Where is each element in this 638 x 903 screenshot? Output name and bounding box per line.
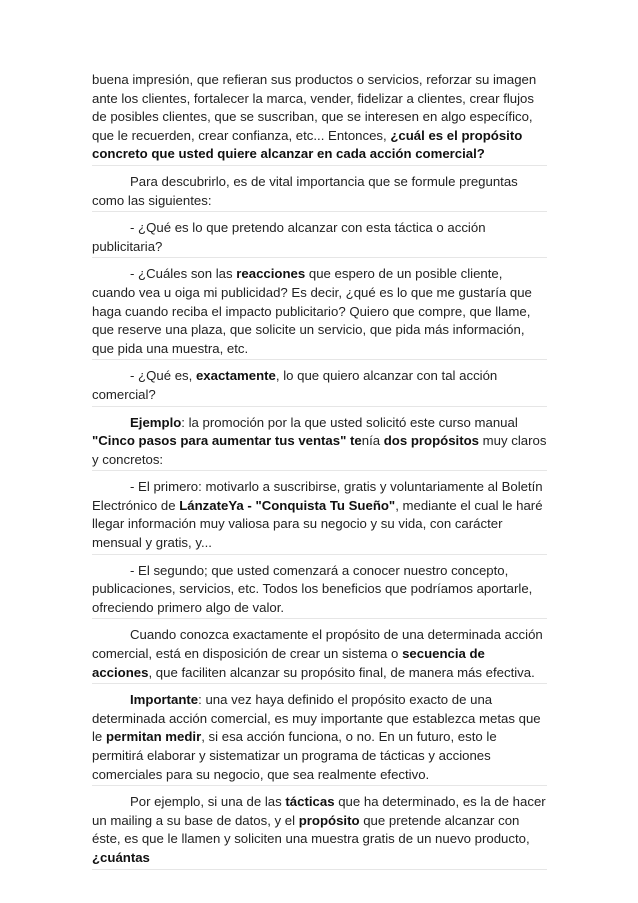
text-run: que espero de un posible cliente, cuando vea u oiga mi publicidad? Es decir, ¿qué es lo que me gustaría que haga cuando reciba el impacto publicitario? Quiero que compre, que llame, que reserve una plaza, que solicite un servicio, que pida más información, que pida una muestra, etc.: [92, 266, 532, 356]
text-run: - ¿Qué es lo que pretendo alcanzar con esta táctica o acción publicitaria?: [92, 220, 486, 254]
text-run: muy claros y concretos:: [92, 433, 547, 467]
text-run: - ¿Qué es,: [130, 368, 196, 384]
text-run: que ha determinado, es la de hacer un mailing a su base de datos, y el: [92, 794, 546, 828]
paragraph: [92, 265, 547, 360]
text-run: - El primero: motivarlo a suscribirse, gratis y voluntariamente al Boletín Electrónico de: [92, 479, 543, 513]
bold-text-run: secuencia de acciones: [92, 646, 485, 680]
bold-text-run: permitan medir: [105, 729, 202, 745]
bold-text-run: reacciones: [236, 266, 306, 282]
bold-text-run: exactamente: [195, 368, 276, 384]
text-run: que pretende alcanzar con éste, es que le llamen y soliciten una muestra gratis de un nuevo producto,: [92, 812, 530, 847]
bold-text-run: tácticas: [285, 794, 335, 810]
paragraph: [92, 367, 547, 406]
document-page: [92, 71, 547, 877]
text-run: , que faciliten alcanzar su propósito final, de manera más efectiva.: [148, 664, 535, 680]
paragraph: [92, 626, 547, 684]
paragraph: [92, 414, 547, 472]
text-run: , lo que quiero alcanzar con tal acción comercial?: [92, 368, 498, 402]
text-run: : una vez haya definido el propósito exacto de una determinada acción comercial, es muy importante que establezca metas que le: [92, 692, 541, 745]
text-run: - ¿Cuáles son las: [130, 266, 237, 282]
bold-text-run: propósito: [298, 812, 360, 828]
text-run: : la promoción por la que usted solicitó este curso manual: [181, 414, 518, 430]
bold-text-run: Importante: [130, 692, 199, 708]
paragraph: [92, 219, 547, 258]
bold-text-run: ¿cuál es el propósito concreto que usted quiere alcanzar en cada acción comercial?: [92, 127, 523, 162]
bold-text-run: Ejemplo: [130, 414, 182, 430]
paragraph: [92, 793, 547, 869]
text-run: buena impresión, que refieran sus productos o servicios, reforzar su imagen ante los clientes, fortalecer la marca, vender, fidelizar a clientes, crear flujos de posibles clientes, que se suscriban, que se interesen en algo específico, que le recuerden, crear confianza, etc... Entonces,: [92, 72, 537, 143]
bold-text-run: ¿cuántas: [92, 849, 150, 865]
bold-text-run: "Cinco pasos para aumentar tus ventas" te: [92, 433, 362, 449]
bold-text-run: dos propósitos: [383, 433, 479, 449]
text-run: Cuando conozca exactamente el propósito de una determinada acción comercial, está en disposición de crear un sistema o: [92, 627, 543, 662]
text-run: - El segundo; que usted comenzará a conocer nuestro concepto, publicaciones, servicios, etc. Todos los beneficios que podríamos aportarle, ofreciendo primero algo de valor.: [92, 562, 533, 615]
paragraph: [92, 562, 547, 620]
paragraph: [92, 173, 547, 212]
paragraph: [92, 71, 547, 166]
bold-text-run: LánzateYa - "Conquista Tu Sueño": [179, 497, 396, 513]
text-run: , mediante el cual le haré llegar información muy valiosa para su negocio y su vida, con carácter mensual y gratis, y...: [92, 497, 543, 551]
paragraph: [92, 478, 547, 554]
text-run: Para descubrirlo, es de vital importancia que se formule preguntas como las siguientes:: [92, 173, 518, 208]
text-run: , si esa acción funciona, o no. En un futuro, esto le permitirá elaborar y sistematizar un programa de tácticas y acciones comerciales para su negocio, que sea realmente efectivo.: [92, 729, 497, 782]
text-run: Por ejemplo, si una de las: [130, 794, 286, 810]
paragraph: [92, 691, 547, 786]
text-run: nía: [361, 433, 384, 449]
